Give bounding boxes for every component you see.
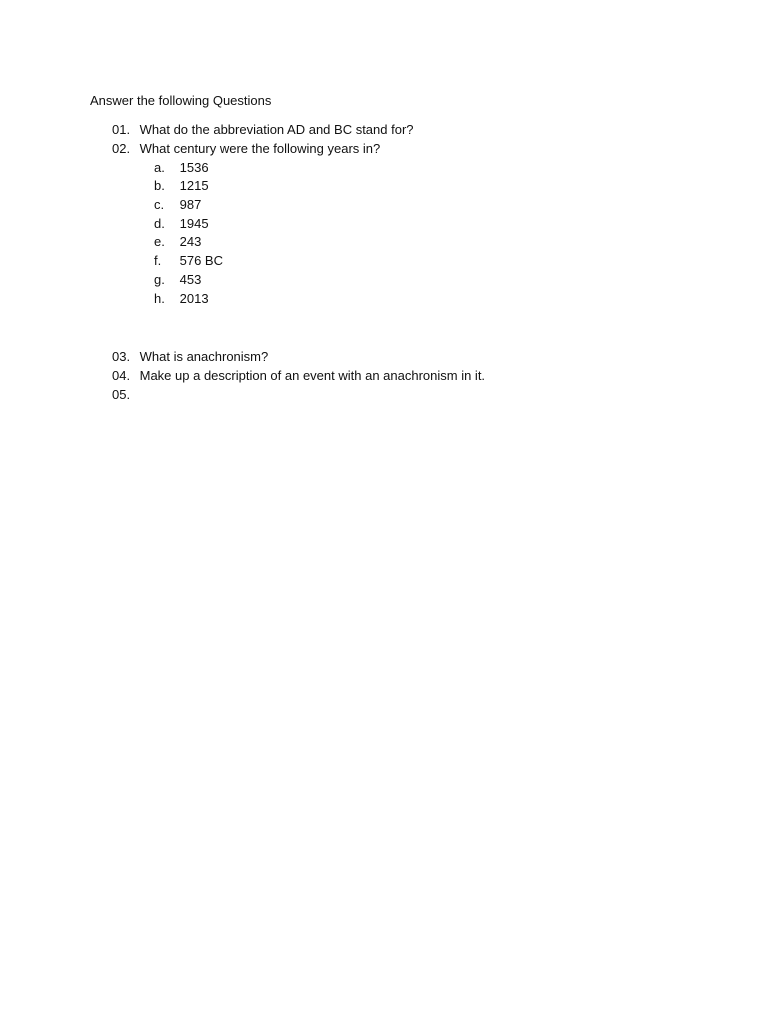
- sub-item: [154, 253, 223, 269]
- sub-item-year: 453: [179, 272, 202, 287]
- sub-item-year: 243: [179, 234, 202, 249]
- sub-item: [154, 234, 201, 250]
- sub-item: [154, 272, 201, 288]
- question-text: What century were the following years in?: [139, 141, 381, 156]
- question-item: [112, 141, 380, 157]
- sub-item-letter: h.: [154, 291, 165, 306]
- question-text: What do the abbreviation AD and BC stand for?: [139, 122, 414, 137]
- sub-item-letter: e.: [154, 234, 165, 249]
- question-number: 03.: [112, 349, 131, 364]
- question-item: [112, 387, 140, 403]
- sub-item-letter: b.: [154, 178, 165, 193]
- sub-item-letter: f.: [154, 253, 162, 268]
- sub-item-letter: a.: [154, 160, 165, 175]
- question-text: Make up a description of an event with an anachronism in it.: [139, 368, 486, 383]
- question-item: [112, 122, 414, 138]
- question-number: 04.: [112, 368, 131, 383]
- sub-item-year: 576 BC: [179, 253, 223, 268]
- question-number: 05.: [112, 387, 131, 402]
- sub-item-letter: c.: [154, 197, 165, 212]
- question-text: What is anachronism?: [139, 349, 269, 364]
- sub-item-letter: d.: [154, 216, 165, 231]
- sub-item: [154, 291, 209, 307]
- sub-item-year: 1536: [179, 160, 209, 175]
- worksheet-heading: Answer the following Questions: [90, 93, 272, 108]
- sub-item: [154, 197, 201, 213]
- sub-item: [154, 216, 209, 232]
- question-number: 01.: [112, 122, 131, 137]
- sub-item-year: 2013: [179, 291, 209, 306]
- sub-item-year: 987: [179, 197, 202, 212]
- question-item: [112, 349, 268, 365]
- sub-item-letter: g.: [154, 272, 165, 287]
- sub-item-year: 1945: [179, 216, 209, 231]
- sub-item: [154, 178, 209, 194]
- sub-item-year: 1215: [179, 178, 209, 193]
- question-item: [112, 368, 485, 384]
- question-number: 02.: [112, 141, 131, 156]
- sub-item: [154, 160, 209, 176]
